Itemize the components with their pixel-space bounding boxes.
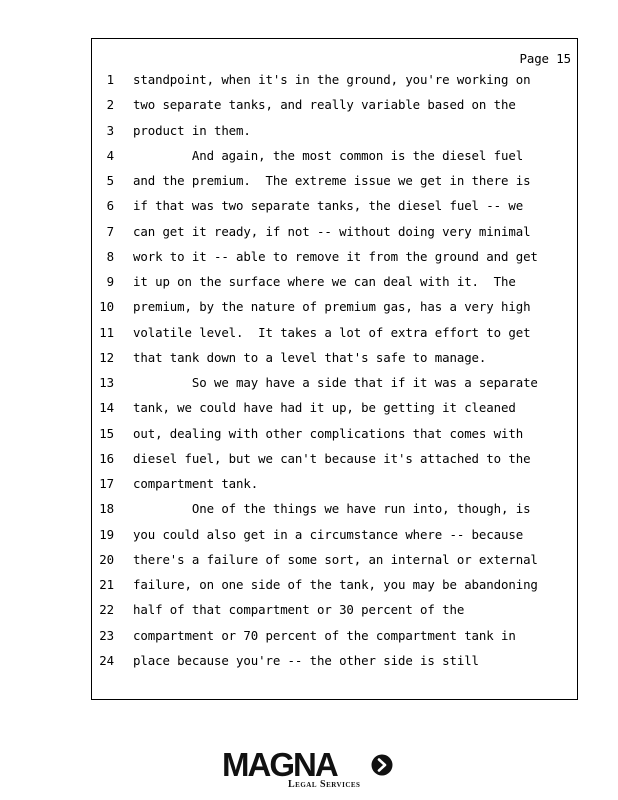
transcript-line bbox=[92, 244, 577, 269]
transcript-line bbox=[92, 294, 577, 319]
line-text: two separate tanks, and really variable based on the bbox=[133, 97, 516, 113]
line-number: 9 bbox=[106, 274, 114, 289]
page-number: Page 15 bbox=[519, 51, 571, 66]
transcript-line bbox=[92, 572, 577, 597]
transcript-line bbox=[92, 143, 577, 168]
line-text: compartment tank. bbox=[133, 476, 259, 491]
line-number: 6 bbox=[106, 198, 114, 214]
line-text: And again, the most common is the diesel fuel bbox=[133, 147, 524, 163]
line-number: 1 bbox=[106, 72, 114, 87]
line-text: place because you're -- the other side is still bbox=[133, 652, 479, 668]
line-text: One of the things we have run into, though, is bbox=[133, 501, 531, 517]
transcript-line bbox=[92, 597, 577, 622]
chevron-right-circle-icon bbox=[371, 754, 393, 776]
line-text: half of that compartment or 30 percent of the bbox=[133, 602, 465, 618]
line-number: 4 bbox=[106, 147, 114, 163]
line-text: can get it ready, if not -- without doing very minimal bbox=[133, 223, 531, 239]
transcript-line bbox=[92, 168, 577, 193]
line-number: 2 bbox=[106, 97, 114, 113]
line-text: if that was two separate tanks, the diesel fuel -- we bbox=[133, 198, 524, 214]
line-text: compartment or 70 percent of the compartment tank in bbox=[133, 627, 516, 643]
line-number: 12 bbox=[99, 349, 114, 365]
transcript-line bbox=[92, 92, 577, 117]
line-number: 16 bbox=[99, 450, 114, 466]
transcript-line bbox=[92, 648, 577, 673]
line-number: 7 bbox=[106, 223, 114, 239]
transcript-line bbox=[92, 522, 577, 547]
transcript-page bbox=[91, 38, 578, 700]
line-text: out, dealing with other complications that comes with bbox=[133, 425, 524, 441]
transcript-line bbox=[92, 118, 577, 143]
line-number: 18 bbox=[99, 501, 114, 517]
line-text: So we may have a side that if it was a separate bbox=[133, 375, 538, 390]
transcript-line bbox=[92, 547, 577, 572]
line-text: you could also get in a circumstance where -- because bbox=[133, 526, 524, 542]
transcript-line bbox=[92, 623, 577, 648]
line-number: 23 bbox=[99, 627, 114, 643]
transcript-line bbox=[92, 269, 577, 294]
transcript-line bbox=[92, 395, 577, 420]
line-number: 13 bbox=[99, 375, 114, 390]
transcript-lines bbox=[92, 67, 577, 673]
line-text: it up on the surface where we can deal with it. The bbox=[133, 274, 516, 289]
line-text: diesel fuel, but we can't because it's attached to the bbox=[133, 450, 531, 466]
line-number: 14 bbox=[99, 400, 114, 416]
transcript-line bbox=[92, 370, 577, 395]
transcript-line bbox=[92, 471, 577, 496]
transcript-line bbox=[92, 67, 577, 92]
line-text: and the premium. The extreme issue we get in there is bbox=[133, 173, 531, 188]
magna-logo bbox=[222, 746, 402, 794]
line-number: 10 bbox=[99, 299, 114, 315]
line-text: standpoint, when it's in the ground, you're working on bbox=[133, 72, 531, 87]
line-number: 11 bbox=[99, 324, 114, 340]
transcript-line bbox=[92, 345, 577, 370]
line-number: 3 bbox=[106, 122, 114, 138]
transcript-line bbox=[92, 320, 577, 345]
logo-tagline: Legal Services bbox=[288, 779, 361, 790]
transcript-line bbox=[92, 219, 577, 244]
line-text: premium, by the nature of premium gas, has a very high bbox=[133, 299, 531, 315]
line-text: that tank down to a level that's safe to manage. bbox=[133, 349, 487, 365]
line-number: 8 bbox=[106, 248, 114, 264]
line-number: 19 bbox=[99, 526, 114, 542]
line-number: 20 bbox=[99, 551, 114, 567]
logo-wordmark: MAGNA bbox=[222, 746, 337, 783]
line-text: volatile level. It takes a lot of extra effort to get bbox=[133, 324, 531, 340]
line-text: failure, on one side of the tank, you may be abandoning bbox=[133, 577, 538, 592]
line-number: 21 bbox=[99, 577, 114, 592]
transcript-line bbox=[92, 193, 577, 218]
line-number: 15 bbox=[99, 425, 114, 441]
line-text: tank, we could have had it up, be getting it cleaned bbox=[133, 400, 516, 416]
transcript-line bbox=[92, 421, 577, 446]
line-text: product in them. bbox=[133, 122, 251, 138]
line-number: 24 bbox=[99, 652, 114, 668]
line-text: work to it -- able to remove it from the ground and get bbox=[133, 248, 538, 264]
line-number: 22 bbox=[99, 602, 114, 618]
line-text: there's a failure of some sort, an internal or external bbox=[133, 551, 538, 567]
line-number: 17 bbox=[99, 476, 114, 491]
transcript-line bbox=[92, 496, 577, 521]
transcript-line bbox=[92, 446, 577, 471]
line-number: 5 bbox=[106, 173, 114, 188]
